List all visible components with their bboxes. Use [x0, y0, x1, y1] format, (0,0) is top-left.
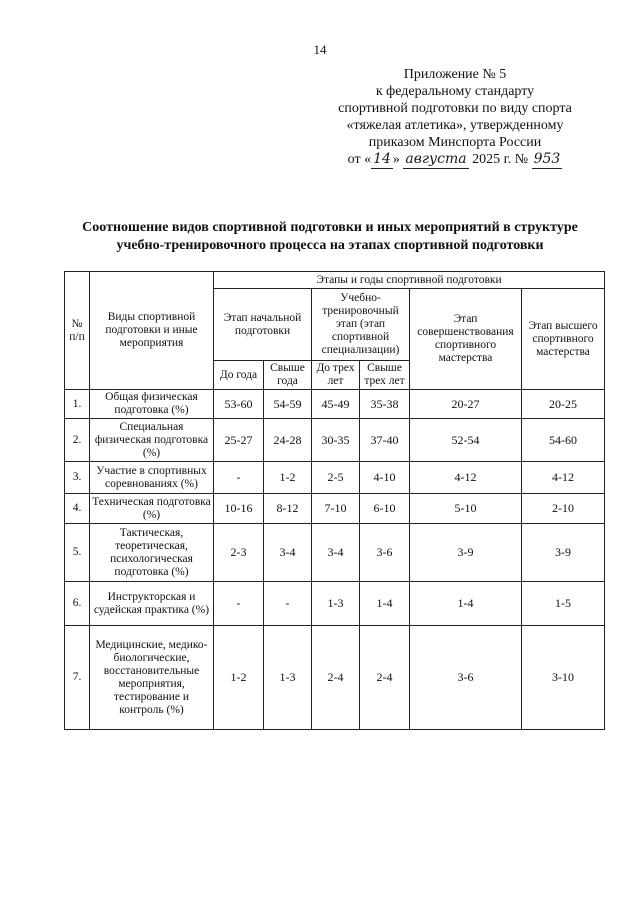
row-value: 45-49 — [312, 390, 360, 419]
row-value: 53-60 — [214, 390, 264, 419]
row-name: Общая физическая подготовка (%) — [90, 390, 214, 419]
row-value: 4-12 — [522, 462, 605, 494]
row-num: 4. — [65, 494, 90, 524]
header-improvement-stage: Этап совершенствования спортивного мастерства — [410, 289, 522, 390]
title-line: учебно-тренировочного процесса на этапах спортивной подготовки — [116, 238, 544, 253]
row-value: 3-6 — [410, 626, 522, 730]
header-training-stage: Учебно-тренировочный этап (этап спортивной специализации) — [312, 289, 410, 361]
row-name: Специальная физическая подготовка (%) — [90, 419, 214, 462]
row-value: 3-4 — [312, 524, 360, 582]
row-value: 1-2 — [264, 462, 312, 494]
row-value: - — [214, 582, 264, 626]
row-value: 1-3 — [312, 582, 360, 626]
row-value: 37-40 — [360, 419, 410, 462]
row-value: 2-4 — [360, 626, 410, 730]
header-initial-sub: Свыше года — [264, 361, 312, 390]
row-value: 4-10 — [360, 462, 410, 494]
row-value: 1-3 — [264, 626, 312, 730]
row-value: - — [264, 582, 312, 626]
row-value: 2-10 — [522, 494, 605, 524]
row-value: 54-60 — [522, 419, 605, 462]
row-value: 2-4 — [312, 626, 360, 730]
annex-line: приказом Минспорта России — [368, 135, 542, 150]
annex-line: Приложение № 5 — [403, 67, 507, 82]
annex-header — [310, 66, 600, 169]
row-value: 3-4 — [264, 524, 312, 582]
table-row — [65, 390, 605, 419]
row-value: 25-27 — [214, 419, 264, 462]
row-value: 20-25 — [522, 390, 605, 419]
header-training-sub: Свыше трех лет — [360, 361, 410, 390]
table-row — [65, 626, 605, 730]
table-row — [65, 494, 605, 524]
annex-line: к федеральному стандарту — [375, 84, 535, 99]
page-number: 14 — [313, 42, 327, 57]
row-num: 5. — [65, 524, 90, 582]
order-prefix: от « — [347, 152, 372, 167]
row-value: 3-6 — [360, 524, 410, 582]
order-year: 2025 г. № — [472, 152, 529, 167]
row-value: 3-10 — [522, 626, 605, 730]
row-value: 2-3 — [214, 524, 264, 582]
row-num: 2. — [65, 419, 90, 462]
order-day: 14 — [373, 151, 391, 167]
row-value: 52-54 — [410, 419, 522, 462]
document-title — [40, 219, 620, 255]
header-initial-sub: До года — [214, 361, 264, 390]
training-ratio-table — [64, 271, 605, 730]
header-num: № п/п — [65, 272, 90, 390]
row-value: 5-10 — [410, 494, 522, 524]
row-value: 1-5 — [522, 582, 605, 626]
header-training-sub: До трех лет — [312, 361, 360, 390]
row-value: 3-9 — [410, 524, 522, 582]
row-value: - — [214, 462, 264, 494]
row-value: 35-38 — [360, 390, 410, 419]
order-number: 953 — [533, 151, 561, 167]
row-value: 1-4 — [360, 582, 410, 626]
row-value: 30-35 — [312, 419, 360, 462]
row-value: 2-5 — [312, 462, 360, 494]
row-value: 8-12 — [264, 494, 312, 524]
row-value: 7-10 — [312, 494, 360, 524]
row-value: 54-59 — [264, 390, 312, 419]
header-type: Виды спортивной подготовки и иные мероприятия — [90, 272, 214, 390]
row-value: 24-28 — [264, 419, 312, 462]
row-value: 10-16 — [214, 494, 264, 524]
row-value: 1-4 — [410, 582, 522, 626]
table-row — [65, 419, 605, 462]
row-name: Медицинские, медико-биологические, восстановительные мероприятия, тестирование и контроль (%) — [90, 626, 214, 730]
row-value: 1-2 — [214, 626, 264, 730]
row-value: 4-12 — [410, 462, 522, 494]
order-mid: » — [392, 152, 400, 167]
row-name: Инструкторская и судейская практика (%) — [90, 582, 214, 626]
row-num: 6. — [65, 582, 90, 626]
row-value: 6-10 — [360, 494, 410, 524]
annex-line: «тяжелая атлетика», утвержденному — [346, 118, 564, 133]
table-row — [65, 582, 605, 626]
order-line — [310, 151, 600, 169]
header-higher-stage: Этап высшего спортивного мастерства — [522, 289, 605, 390]
row-num: 3. — [65, 462, 90, 494]
row-name: Участие в спортивных соревнованиях (%) — [90, 462, 214, 494]
order-month: августа — [405, 151, 467, 167]
row-value: 3-9 — [522, 524, 605, 582]
row-value: 20-27 — [410, 390, 522, 419]
row-name: Тактическая, теоретическая, психологическая подготовка (%) — [90, 524, 214, 582]
table-row — [65, 462, 605, 494]
header-initial-stage: Этап начальной подготовки — [214, 289, 312, 361]
row-name: Техническая подготовка (%) — [90, 494, 214, 524]
header-stages-group: Этапы и годы спортивной подготовки — [214, 272, 605, 289]
title-line: Соотношение видов спортивной подготовки и иных мероприятий в структуре — [82, 220, 578, 235]
annex-line: спортивной подготовки по виду спорта — [338, 101, 572, 116]
row-num: 7. — [65, 626, 90, 730]
row-num: 1. — [65, 390, 90, 419]
table-row — [65, 524, 605, 582]
